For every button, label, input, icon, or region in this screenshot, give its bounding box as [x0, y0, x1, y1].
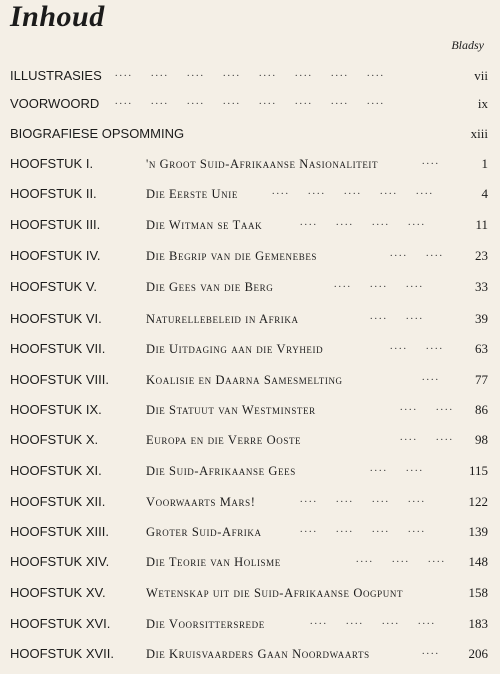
chapter-label: HOOFSTUK I.	[10, 156, 94, 171]
page-number: 183	[468, 616, 488, 631]
page-number: 139	[468, 524, 488, 539]
leader-dots: .... .... .... .... .... .... .... ....	[115, 68, 385, 79]
entry-label: ILLUSTRASIES	[10, 68, 102, 83]
toc-entry-chapter-7	[10, 341, 488, 361]
toc-entry-biografiese-opsomming	[10, 126, 488, 146]
toc-entry-chapter-6	[10, 311, 488, 331]
chapter-title: Die Uitdaging aan die Vryheid	[146, 342, 324, 356]
page-number: 11	[475, 217, 488, 232]
chapter-title: Wetenskap uit die Suid-Afrikaanse Oogpunt	[146, 586, 404, 600]
toc-entry-chapter-13	[10, 524, 488, 544]
page-number: 4	[481, 186, 488, 201]
chapter-title: Naturellebeleid in Afrika	[146, 312, 299, 326]
page-number: 77	[475, 372, 488, 387]
leader-dots: .... .... .... ....	[300, 494, 426, 505]
toc-entry-chapter-15	[10, 585, 488, 605]
toc-entry-voorwoord	[10, 96, 488, 116]
toc-entry-chapter-9	[10, 402, 488, 422]
chapter-label: HOOFSTUK XVII.	[10, 646, 115, 661]
chapter-title: Die Suid-Afrikaanse Gees	[146, 464, 296, 478]
leader-dots: .... ....	[400, 402, 454, 413]
chapter-title: Die Teorie van Holisme	[146, 555, 281, 569]
chapter-label: HOOFSTUK XIV.	[10, 554, 110, 569]
leader-dots: .... .... .... .... ....	[272, 186, 434, 197]
leader-dots: .... ....	[390, 341, 444, 352]
page-number: 63	[475, 341, 488, 356]
chapter-label: HOOFSTUK XII.	[10, 494, 106, 509]
chapter-title: Die Statuut van Westminster	[146, 403, 316, 417]
leader-dots: .... .... .... ....	[310, 616, 436, 627]
chapter-title: Die Eerste Unie	[146, 187, 238, 201]
leader-dots: .... ....	[370, 463, 424, 474]
page-number: 122	[468, 494, 488, 509]
toc-entry-chapter-10	[10, 432, 488, 452]
chapter-title: Europa en die Verre Ooste	[146, 433, 302, 447]
toc-entry-chapter-14	[10, 554, 488, 574]
leader-dots: .... .... .... .... .... .... .... ....	[115, 96, 385, 107]
toc-entry-chapter-8	[10, 372, 488, 392]
chapter-title: Groter Suid-Afrika	[146, 525, 262, 539]
toc-entry-chapter-5	[10, 279, 488, 299]
chapter-label: HOOFSTUK IV.	[10, 248, 101, 263]
page-number: 98	[475, 432, 488, 447]
chapter-label: HOOFSTUK VII.	[10, 341, 106, 356]
leader-dots: ....	[422, 372, 440, 383]
page-column-label: Bladsy	[451, 38, 484, 52]
chapter-title: Koalisie en Daarna Samesmelting	[146, 373, 343, 387]
toc-entry-chapter-4	[10, 248, 488, 268]
leader-dots: .... .... .... ....	[300, 217, 426, 228]
toc-entry-chapter-1	[10, 156, 488, 176]
toc-entry-chapter-17	[10, 646, 488, 666]
page-number: vii	[474, 68, 488, 83]
chapter-label: HOOFSTUK V.	[10, 279, 97, 294]
page-number: 1	[481, 156, 488, 171]
chapter-label: HOOFSTUK VIII.	[10, 372, 109, 387]
page-number: xiii	[470, 126, 488, 141]
page-number: 39	[475, 311, 488, 326]
chapter-label: HOOFSTUK II.	[10, 186, 97, 201]
toc-entry-chapter-16	[10, 616, 488, 636]
chapter-title: Die Begrip van die Gemenebes	[146, 249, 318, 263]
page-number: 158	[468, 585, 488, 600]
entry-label: BIOGRAFIESE OPSOMMING	[10, 126, 185, 141]
page-number: 148	[468, 554, 488, 569]
chapter-label: HOOFSTUK VI.	[10, 311, 102, 326]
leader-dots: .... .... ....	[334, 279, 424, 290]
chapter-title: Die Witman se Taak	[146, 218, 263, 232]
chapter-label: HOOFSTUK XV.	[10, 585, 106, 600]
entry-label: VOORWOORD	[10, 96, 100, 111]
leader-dots: .... .... ....	[356, 554, 446, 565]
leader-dots: .... ....	[370, 311, 424, 322]
toc-entry-chapter-11	[10, 463, 488, 483]
chapter-label: HOOFSTUK XI.	[10, 463, 102, 478]
page-number: 86	[475, 402, 488, 417]
leader-dots: ....	[422, 646, 440, 657]
chapter-label: HOOFSTUK XVI.	[10, 616, 111, 631]
leader-dots: .... .... .... ....	[300, 524, 426, 535]
page-number: ix	[477, 96, 488, 111]
toc-entry-chapter-3	[10, 217, 488, 237]
page-number: 23	[475, 248, 488, 263]
chapter-label: HOOFSTUK XIII.	[10, 524, 109, 539]
chapter-title: Die Voorsittersrede	[146, 617, 265, 631]
chapter-label: HOOFSTUK III.	[10, 217, 101, 232]
toc-entry-chapter-2	[10, 186, 488, 206]
chapter-title: 'n Groot Suid-Afrikaanse Nasionaliteit	[146, 157, 379, 171]
page-title: Inhoud	[10, 0, 105, 33]
page-number: 33	[475, 279, 488, 294]
chapter-label: HOOFSTUK IX.	[10, 402, 102, 417]
page-number: 206	[468, 646, 488, 661]
leader-dots: .... ....	[400, 432, 454, 443]
leader-dots: .... ....	[390, 248, 444, 259]
toc-entry-illustrasies	[10, 68, 488, 88]
chapter-title: Voorwaarts Mars!	[146, 495, 256, 509]
chapter-title: Die Gees van die Berg	[146, 280, 274, 294]
page-number: 115	[468, 463, 488, 478]
chapter-label: HOOFSTUK X.	[10, 432, 99, 447]
chapter-title: Die Kruisvaarders Gaan Noordwaarts	[146, 647, 370, 661]
toc-entry-chapter-12	[10, 494, 488, 514]
leader-dots: ....	[422, 156, 440, 167]
